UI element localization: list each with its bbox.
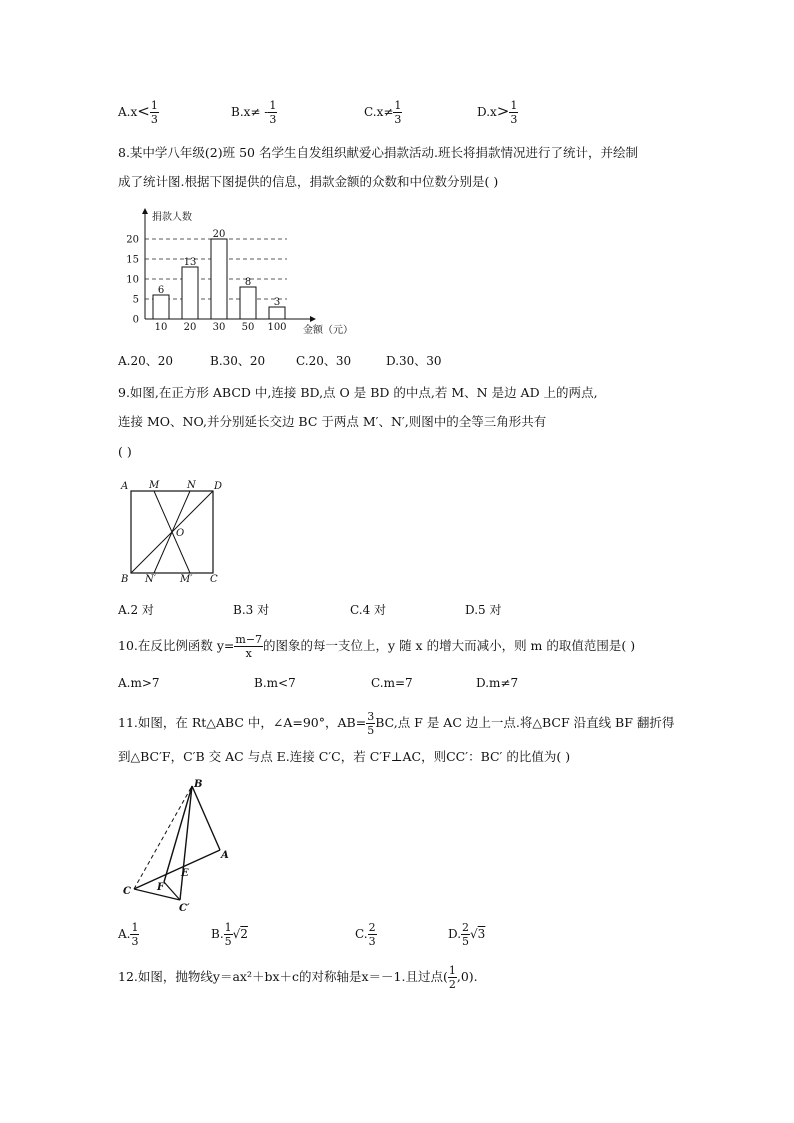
- y-tick-label: 5: [132, 294, 139, 306]
- bar-value-label: 13: [183, 257, 197, 268]
- y-tick-label: 0: [132, 314, 139, 326]
- q7-option-a: [118, 100, 159, 125]
- q11-line-2: 到△BC′F，C′B 交 AC 与点 E.连接 C′C，若 C′F⊥AC，则CC′：BC′ 的比值为( ): [118, 749, 571, 764]
- q8-option-d: D.30、30: [386, 354, 442, 368]
- q8-line-2: 成了统计图.根据下图提供的信息，捐款金额的众数和中位数分别是( ): [118, 174, 499, 189]
- x-tick-label: 100: [267, 322, 287, 333]
- q11-frac-num: 3: [367, 710, 375, 723]
- label-d: D: [214, 481, 223, 492]
- q10-suffix: 的图象的每一支位上，y 随 x 的增大而减小，则 m 的取值范围是( ): [263, 638, 636, 653]
- q7-option-c: [364, 100, 402, 125]
- q8-option-a: A.20、20: [118, 354, 174, 368]
- q7-option-d-den: 3: [510, 113, 518, 126]
- x-tick-label: 50: [241, 322, 255, 333]
- x-tick-label: 10: [154, 322, 168, 333]
- q11-option-a-label: A.: [118, 927, 131, 941]
- x-tick-label: 20: [183, 322, 197, 333]
- q9-option-c: C.4 对: [350, 603, 387, 617]
- q10-frac-num: m−7: [235, 633, 263, 646]
- q10-frac-den: x: [245, 647, 252, 660]
- bar-value-label: 8: [244, 277, 252, 288]
- q7-option-a-frac: [150, 100, 159, 125]
- label-m: M: [149, 480, 160, 491]
- bar-10: [153, 295, 169, 319]
- q8-line-1: 8.某中学八年级(2)班 50 名学生自发组织献爱心捐款活动.班长将捐款情况进行了统计，并绘制: [118, 145, 638, 160]
- bar-100: [269, 307, 285, 319]
- q11-line1-suffix: BC,点 F 是 AC 边上一点.将△BCF 沿直线 BF 翻折得: [375, 715, 675, 730]
- q11-option-c-label: C.: [355, 927, 368, 941]
- q7-option-b-frac: [268, 100, 277, 125]
- label-c2: C: [123, 886, 131, 897]
- q7-option-c-den: 3: [394, 113, 402, 126]
- q11-frac-den: 5: [367, 724, 375, 737]
- q11-option-c-num: 2: [368, 921, 376, 934]
- q11-option-c-den: 3: [368, 935, 376, 948]
- q9-line-3: ( ): [118, 444, 132, 459]
- q12-suffix: ,0).: [456, 969, 478, 984]
- q7-option-b: [231, 100, 277, 125]
- q7-option-c-label: C.x: [364, 105, 384, 119]
- y-tick-label: 20: [126, 234, 139, 246]
- segment-ac: [134, 850, 220, 889]
- q12-line: [118, 965, 478, 990]
- q7-option-d-rel: >: [496, 102, 510, 120]
- q7-option-a-label: A.x: [118, 105, 138, 119]
- sqrt-icon: √: [232, 927, 241, 941]
- q11-option-b-frac: [224, 922, 233, 947]
- q11-option-a-frac: [130, 922, 139, 947]
- q11-option-a: [118, 922, 139, 947]
- q9-option-b: B.3 对: [233, 603, 270, 617]
- q10-option-c: C.m=7: [371, 676, 413, 690]
- label-o: O: [176, 528, 185, 539]
- q11-line-1: [118, 711, 674, 736]
- label-c-prime: C′: [179, 903, 190, 914]
- label-a: A: [121, 481, 129, 492]
- y-tick-label: 15: [126, 254, 139, 266]
- q7-option-d-label: D.x: [477, 105, 497, 119]
- q7-option-b-num: 1: [269, 99, 277, 112]
- q11-option-b: [211, 922, 248, 947]
- q10-option-d: D.m≠7: [476, 676, 519, 690]
- label-a2: A: [221, 850, 229, 861]
- q11-option-c: [355, 922, 377, 947]
- q11-option-d-root: 3: [477, 927, 486, 941]
- q7-option-c-frac: [393, 100, 402, 125]
- bar-50: [240, 287, 256, 319]
- triangle-fold-figure: [118, 778, 238, 914]
- square-figure: [118, 478, 233, 586]
- q7-option-a-rel: <: [137, 102, 150, 120]
- q8-option-c: C.20、30: [296, 354, 352, 368]
- q12-frac-num: 1: [448, 964, 456, 977]
- label-m-prime: M′: [180, 574, 193, 585]
- chart-x-label: 金额（元）: [303, 325, 353, 336]
- y-tick-label: 10: [126, 274, 139, 286]
- q7-option-b-rel: ≠ -: [250, 105, 269, 119]
- q11-option-d-label: D.: [448, 927, 462, 941]
- q7-option-b-den: 3: [269, 113, 277, 126]
- q10-prefix: 10.在反比例函数 y=: [118, 638, 235, 653]
- label-f: F: [157, 882, 165, 893]
- q11-option-c-frac: [368, 922, 377, 947]
- q11-option-b-num: 1: [224, 921, 232, 934]
- q10-option-b: B.m<7: [254, 676, 296, 690]
- q7-option-d-frac: [509, 100, 518, 125]
- q11-option-d-num: 2: [462, 921, 470, 934]
- q7-option-d-num: 1: [510, 99, 518, 112]
- q10-fraction: [234, 634, 263, 659]
- bar-value-label: 20: [212, 229, 226, 240]
- sqrt-icon: √: [470, 927, 478, 941]
- q7-option-c-num: 1: [394, 99, 402, 112]
- q9-line-2: 连接 MO、NO,并分别延长交边 BC 于两点 M′、N′,则图中的全等三角形共有: [118, 414, 547, 429]
- q12-frac-den: 2: [448, 978, 456, 991]
- bar-value-label: 6: [157, 285, 165, 296]
- q12-prefix: 12.如图，抛物线y＝ax²＋bx＋c的对称轴是x＝－1.且过点(: [118, 969, 448, 984]
- q7-option-a-num: 1: [150, 99, 158, 112]
- label-c: C: [210, 574, 218, 585]
- q7-option-a-den: 3: [150, 113, 158, 126]
- bar-value-label: 3: [273, 297, 281, 308]
- q11-option-b-den: 5: [224, 935, 232, 948]
- q11-option-b-root: 2: [240, 927, 248, 941]
- q11-option-a-num: 1: [131, 921, 139, 934]
- chart-y-label: 捐款人数: [152, 212, 192, 223]
- x-tick-label: 30: [212, 322, 226, 333]
- q7-option-c-rel: ≠: [383, 105, 394, 119]
- segment-ba: [192, 786, 220, 850]
- q11-option-b-label: B.: [211, 927, 224, 941]
- q10-line: [118, 634, 635, 659]
- q12-fraction: [448, 965, 457, 990]
- q9-line-1: 9.如图,在正方形 ABCD 中,连接 BD,点 O 是 BD 的中点,若 M、N 是边 AD 上的两点,: [118, 385, 598, 400]
- q11-option-d-den: 5: [462, 935, 470, 948]
- donation-bar-chart: [115, 205, 375, 340]
- label-e: E: [181, 868, 189, 879]
- label-b: B: [121, 574, 129, 585]
- q11-option-d: [448, 922, 485, 947]
- label-n-prime: N′: [145, 574, 157, 585]
- q11-option-d-frac: [461, 922, 470, 947]
- q7-option-b-label: B.x: [231, 105, 251, 119]
- q11-line1-prefix: 11.如图，在 Rt△ABC 中，∠A=90°，AB=: [118, 715, 367, 730]
- q11-option-a-den: 3: [131, 935, 139, 948]
- q9-option-d: D.5 对: [465, 603, 502, 617]
- bar-30: [211, 239, 227, 319]
- q9-option-a: A.2 对: [118, 603, 154, 617]
- q7-option-d: [477, 100, 518, 125]
- label-n: N: [187, 480, 196, 491]
- bar-20: [182, 267, 198, 319]
- q8-option-b: B.30、20: [210, 354, 266, 368]
- q10-option-a: A.m>7: [118, 676, 160, 690]
- label-b2: B: [194, 779, 203, 790]
- q11-fraction: [366, 711, 375, 736]
